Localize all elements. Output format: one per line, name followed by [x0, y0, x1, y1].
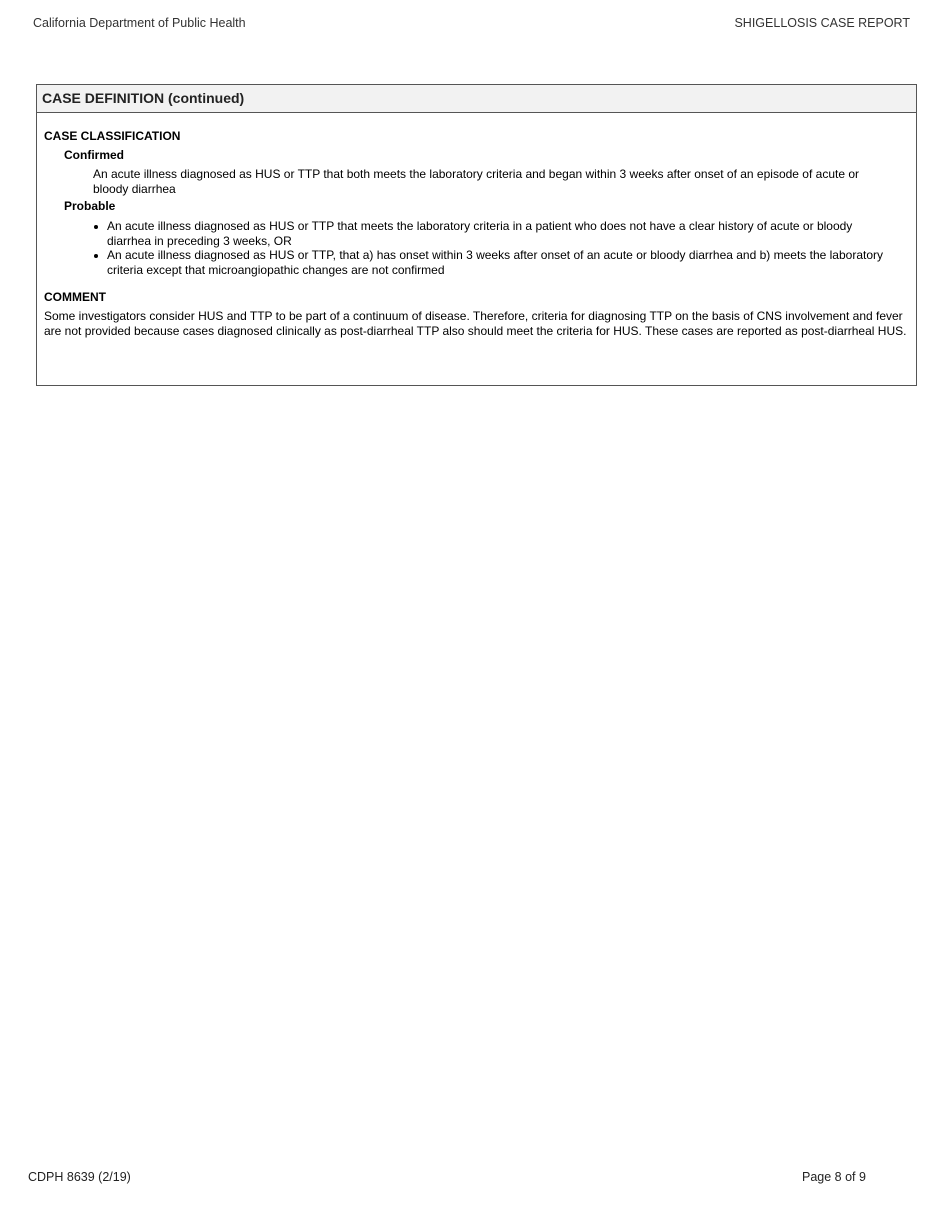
- probable-item: An acute illness diagnosed as HUS or TTP, that a) has onset within 3 weeks after onset of an acute or bloody diarrhea and b) meets the laboratory criteria except that microangiopathic changes are not confirmed: [93, 248, 893, 277]
- case-definition-section: [36, 84, 917, 386]
- page-number: Page 8 of 9: [802, 1170, 866, 1184]
- form-id: CDPH 8639 (2/19): [28, 1170, 131, 1184]
- confirmed-heading: Confirmed: [64, 148, 124, 162]
- comment-heading: COMMENT: [44, 290, 106, 304]
- confirmed-text: An acute illness diagnosed as HUS or TTP that both meets the laboratory criteria and began within 3 weeks after onset of an episode of acute or bloody diarrhea: [93, 167, 860, 196]
- header-agency: California Department of Public Health: [33, 16, 246, 30]
- probable-list: [93, 219, 893, 277]
- probable-heading: Probable: [64, 199, 116, 213]
- classification-heading: CASE CLASSIFICATION: [44, 129, 181, 143]
- header-report-title: SHIGELLOSIS CASE REPORT: [734, 16, 910, 30]
- comment-text: Some investigators consider HUS and TTP to be part of a continuum of disease. Therefore, criteria for diagnosing TTP on the basis of CNS involvement and fever are not provided because cases diagnosed clinically as post-diarrheal TTP also should meet the criteria for HUS. These cases are reported as post-diarrheal HUS.: [44, 309, 907, 338]
- probable-item: An acute illness diagnosed as HUS or TTP that meets the laboratory criteria in a patient who does not have a clear history of acute or bloody diarrhea in preceding 3 weeks, OR: [93, 219, 893, 248]
- section-title: CASE DEFINITION (continued): [37, 85, 916, 113]
